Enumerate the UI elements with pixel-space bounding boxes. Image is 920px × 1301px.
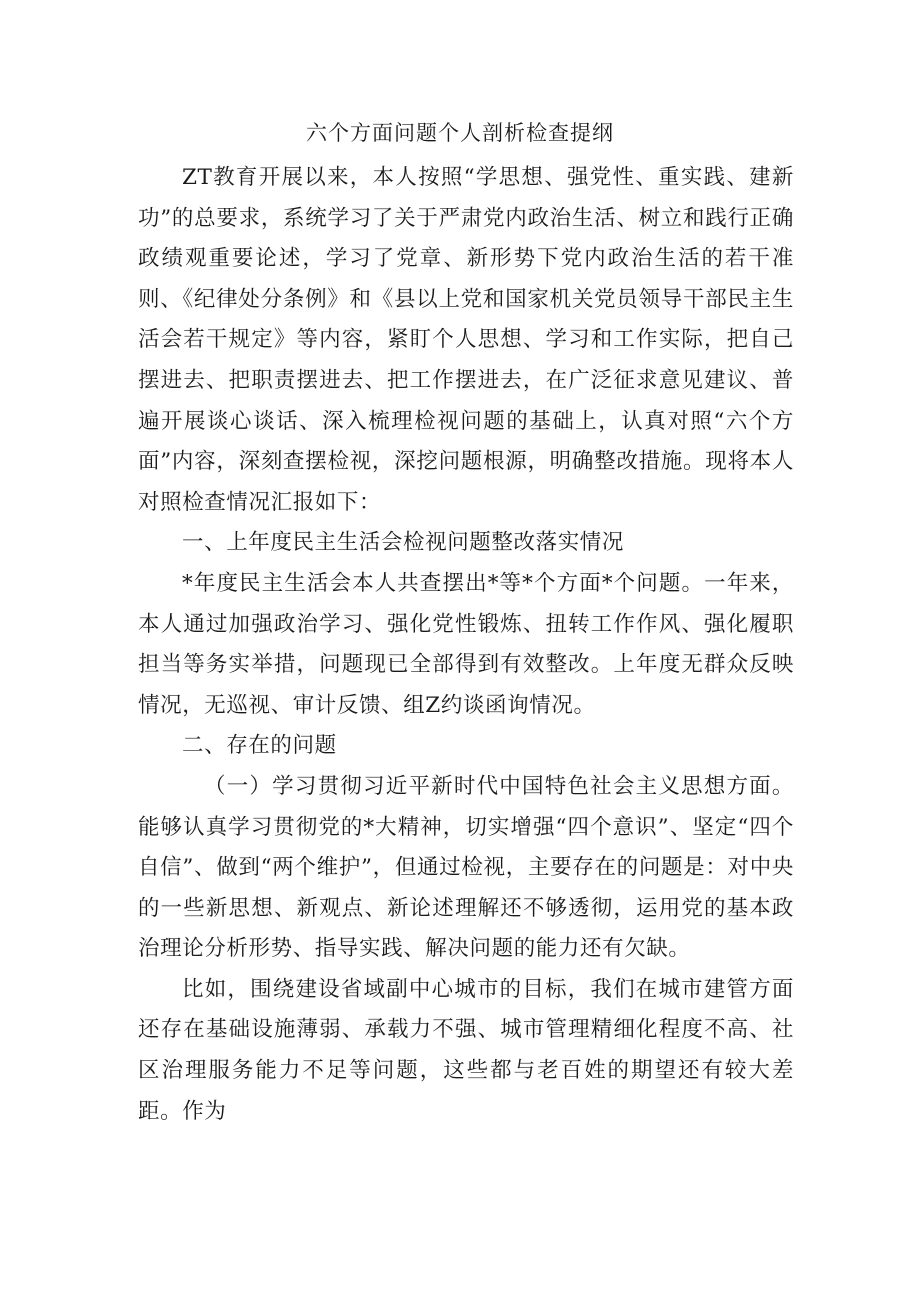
example-paragraph: 比如，围绕建设省域副中心城市的目标，我们在城市建管方面还存在基础设施薄弱、承载力不强、城市管理精细化程度不高、社区治理服务能力不足等问题，这些都与老百姓的期望还有较大差距。作为: [138, 976, 794, 1124]
section-heading-2: 二、存在的问题: [182, 733, 337, 759]
document-body: [138, 158, 794, 1132]
document-title: 六个方面问题个人剖析检查提纲: [306, 121, 614, 145]
intro-paragraph: ZT教育开展以来，本人按照“学思想、强党性、重实践、建新功”的总要求，系统学习了关于严肃党内政治生活、树立和践行正确政绩观重要论述，学习了党章、新形势下党内政治生活的若干准则、《纪律处分条例》和《县以上党和国家机关党员领导干部民主生活会若干规定》等内容，紧盯个人思想、学习和工作实际，把自己摆进去、把职责摆进去、把工作摆进去，在广泛征求意见建议、普遍开展谈心谈话、深入梳理检视问题的基础上，认真对照“六个方面”内容，深刻查摆检视，深挖问题根源，明确整改措施。现将本人对照检查情况汇报如下：: [138, 165, 794, 515]
section-heading-1: 一、上年度民主生活会检视问题整改落实情况: [182, 530, 625, 556]
section-1-paragraph: *年度民主生活会本人共查摆出*等*个方面*个问题。一年来，本人通过加强政治学习、强化党性锻炼、扭转工作作风、强化履职担当等务实举措，问题现已全部得到有效整改。上年度无群众反映情况，无巡视、审计反馈、组Z约谈函询情况。: [138, 570, 794, 718]
subsection-1-paragraph: （一）学习贯彻习近平新时代中国特色社会主义思想方面。能够认真学习贯彻党的*大精神，切实增强“四个意识”、坚定“四个自信”、做到“两个维护”，但通过检视，主要存在的问题是：对中央的一些新思想、新观点、新论述理解还不够透彻，运用党的基本政治理论分析形势、指导实践、解决问题的能力还有欠缺。: [138, 773, 794, 962]
